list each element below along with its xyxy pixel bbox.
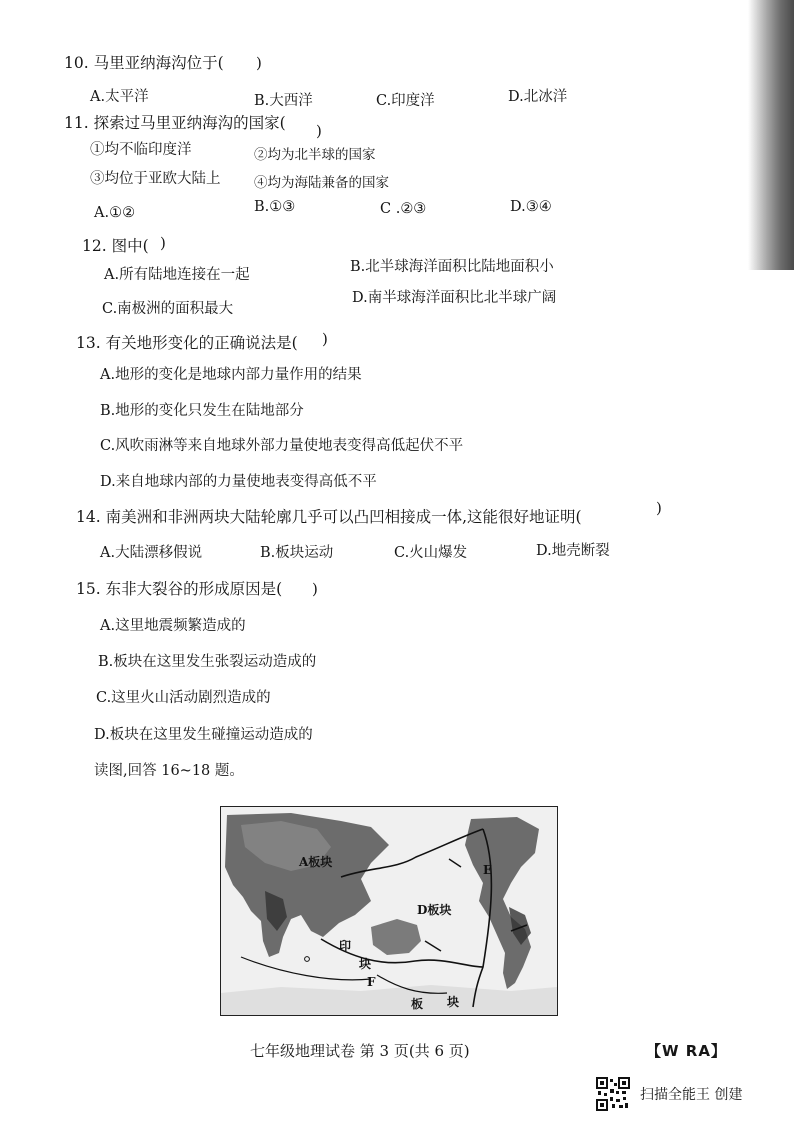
q14-option-c: C.火山爆发 (394, 545, 468, 561)
q15-close-paren: ) (312, 580, 318, 598)
label-ban: 板 (411, 997, 424, 1011)
q10-stem: 10. 马里亚纳海沟位于( (64, 54, 224, 72)
q14-option-b: B.板块运动 (260, 545, 334, 561)
q10-option-b: B.大西洋 (254, 93, 313, 109)
q14-option-d: D.地壳断裂 (536, 543, 610, 559)
label-plate-d: D板块 (417, 903, 452, 917)
label-plate-a: A板块 (299, 855, 333, 869)
plate-map-figure (220, 806, 558, 1016)
q14-stem: 14. 南美洲和非洲两块大陆轮廓几乎可以凸凹相接成一体,这能很好地证明( (76, 508, 582, 526)
q14-close-paren: ) (656, 499, 662, 517)
scanner-watermark: 扫描全能王 创建 (640, 1087, 743, 1103)
q15-option-c: C.这里火山活动剧烈造成的 (96, 690, 271, 706)
label-kuai2: 块 (447, 995, 460, 1009)
q15-option-d: D.板块在这里发生碰撞运动造成的 (94, 727, 313, 743)
q15-option-b: B.板块在这里发生张裂运动造成的 (98, 654, 317, 670)
q13-option-b: B.地形的变化只发生在陆地部分 (100, 403, 304, 419)
q13-option-d: D.来自地球内部的力量使地表变得高低不平 (100, 474, 377, 490)
qr-code-icon (596, 1077, 630, 1111)
q11-option-a: A.①② (94, 205, 136, 221)
q11-option-b: B.①③ (254, 199, 296, 215)
q14-option-a: A.大陆漂移假说 (100, 545, 203, 561)
label-plate-e: E (483, 863, 493, 877)
q12-option-a: A.所有陆地连接在一起 (104, 267, 250, 283)
q13-option-a: A.地形的变化是地球内部力量作用的结果 (100, 367, 362, 383)
q11-close-paren: ) (316, 122, 322, 140)
scan-shadow-edge (748, 0, 794, 270)
q12-option-b: B.北半球海洋面积比陆地面积小 (350, 259, 554, 275)
page-footer: 七年级地理试卷 第 3 页(共 6 页) (250, 1042, 470, 1060)
label-plate-f: F (367, 975, 376, 989)
q15-option-a: A.这里地震频繁造成的 (100, 618, 246, 634)
q10-option-d: D.北冰洋 (508, 89, 568, 105)
q11-stem: 11. 探索过马里亚纳海沟的国家( (64, 114, 286, 132)
q10-close-paren: ) (256, 54, 262, 72)
q10-option-a: A.太平洋 (90, 89, 149, 105)
q13-option-c: C.风吹雨淋等来自地球外部力量使地表变得高低起伏不平 (100, 438, 464, 454)
q12-stem: 12. 图中( (82, 237, 149, 255)
q13-close-paren: ) (322, 330, 328, 348)
map-instruction: 读图,回答 16~18 题。 (94, 763, 244, 779)
q11-option-d: D.③④ (510, 199, 552, 215)
label-plate-india: 印 (339, 939, 352, 953)
q10-option-c: C.印度洋 (376, 93, 435, 109)
q11-statement-4: ④均为海陆兼备的国家 (254, 175, 389, 191)
q11-option-c: C .②③ (380, 201, 427, 217)
plate-map-graphic (221, 807, 557, 1015)
q15-stem: 15. 东非大裂谷的形成原因是( (76, 580, 283, 598)
label-plate-kuai: 块 (359, 957, 372, 971)
q11-statement-3: ③均位于亚欧大陆上 (90, 171, 221, 187)
q11-statement-2: ②均为北半球的国家 (254, 147, 376, 163)
q13-stem: 13. 有关地形变化的正确说法是( (76, 334, 298, 352)
q12-option-d: D.南半球海洋面积比北半球广阔 (352, 290, 557, 306)
q12-option-c: C.南极洲的面积最大 (102, 301, 234, 317)
q12-close-paren: ) (160, 234, 166, 252)
version-code: 【W RA】 (646, 1042, 727, 1060)
q11-statement-1: ①均不临印度洋 (90, 142, 192, 158)
